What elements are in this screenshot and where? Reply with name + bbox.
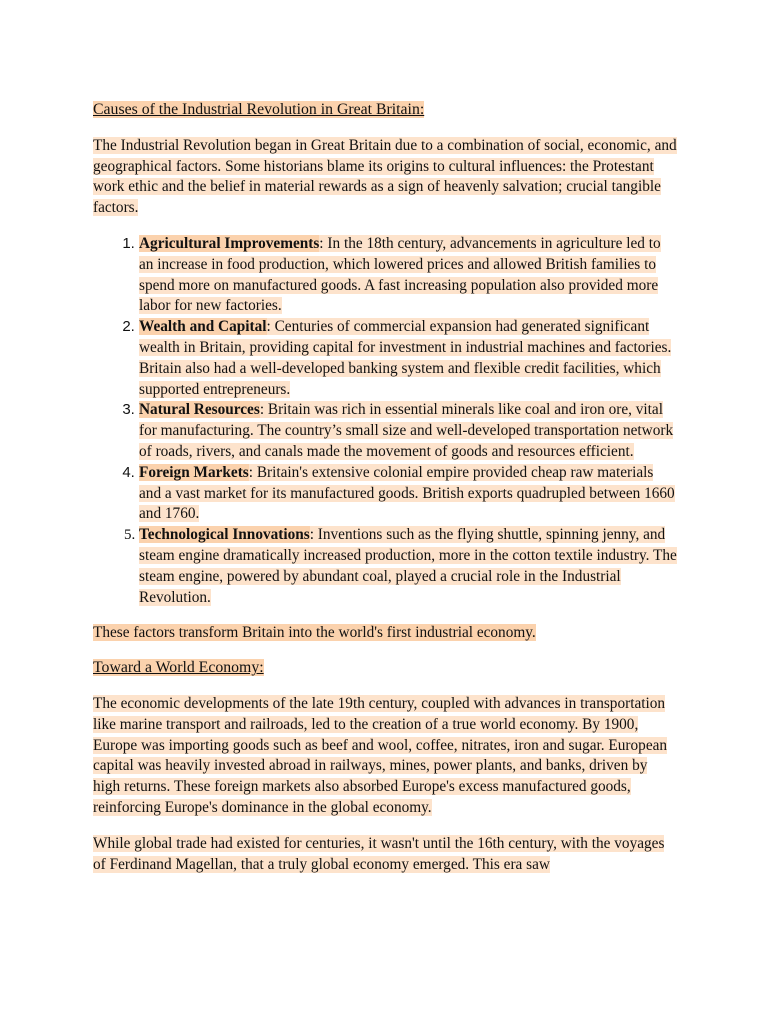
list-item-title: Technological Innovations [139,526,310,544]
list-item-foreign-markets [139,463,678,525]
list-item-title: Wealth and Capital [139,318,267,336]
intro-paragraph [93,136,678,219]
list-item-text: : Britain's extensive colonial empire provided cheap raw materials and a vast market for its manufactured goods. British exports quadrupled between 1660 and 1760. [139,463,675,523]
heading-causes [93,100,678,121]
intro-text: The Industrial Revolution began in Great Britain due to a combination of social, economic, and geographical factors. Some historians blame its origins to cultural influences: the Protestant work ethic and the belief in material rewards as a sign of heavenly salvation; crucial tangible factors. [93,136,677,217]
list-item-text: : In the 18th century, advancements in agriculture led to an increase in food production, which lowered prices and allowed British families to spend more on manufactured goods. A fast increasing population also provided more labor for new factories. [139,234,661,315]
world-economy-text: The economic developments of the late 19th century, coupled with advances in transportation like marine transport and railroads, led to the creation of a true world economy. By 1900, Europe was importing goods such as beef and wool, coffee, nitrates, iron and sugar. European capital was heavily invested abroad in railways, mines, power plants, and banks, driven by high returns. These foreign markets also absorbed Europe's excess manufactured goods, reinforcing Europe's dominance in the global economy. [93,694,668,816]
list-item-text: : Inventions such as the flying shuttle, spinning jenny, and steam engine dramatically increased production, more in the cotton textile industry. The steam engine, powered by abundant coal, played a crucial role in the Industrial Revolution. [139,526,677,606]
conclusion-paragraph [93,623,678,644]
list-item-title: Foreign Markets [139,463,249,481]
list-item-text: : Centuries of commercial expansion had generated significant wealth in Britain, providing capital for investment in industrial machines and factories. Britain also had a well-developed banking system and flexible credit facilities, which supported entrepreneurs. [139,318,672,398]
conclusion-text: These factors transform Britain into the world's first industrial economy. [93,624,536,642]
list-item-title: Agricultural Improvements [139,234,320,252]
list-item-text: : Britain was rich in essential minerals like coal and iron ore, vital for manufacturing. The country’s small size and well-developed transportation network of roads, rivers, and canals made the movement of goods and resources efficient. [139,401,674,460]
document-body [93,100,678,890]
factors-list [93,234,678,608]
list-item-wealth [139,317,678,400]
list-item-title: Natural Resources [139,401,260,419]
heading-world-economy-text: Toward a World Economy: [93,659,264,677]
heading-causes-text: Causes of the Industrial Revolution in Great Britain: [93,101,425,118]
list-item-natural-resources [139,400,678,462]
world-economy-paragraph [93,694,678,819]
list-item-agricultural [139,234,678,317]
heading-world-economy [93,658,678,679]
list-item-technological [139,525,678,608]
global-trade-text: While global trade had existed for centuries, it wasn't until the 16th century, with the voyages of Ferdinand Magellan, that a truly global economy emerged. This era saw [93,834,665,873]
global-trade-paragraph [93,834,678,876]
